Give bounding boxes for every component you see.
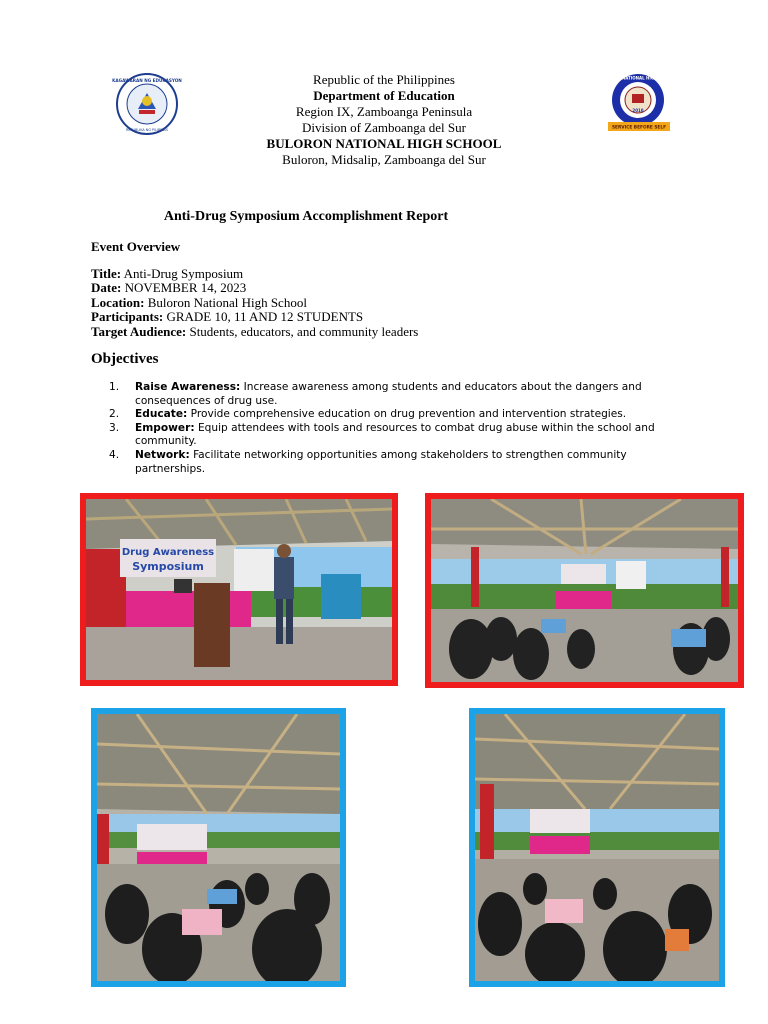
event-details [91,267,418,339]
letterhead [184,72,584,168]
school-address-line: Buloron, Midsalip, Zamboanga del Sur [282,152,486,167]
deped-seal-logo [108,73,186,135]
event-overview-heading: Event Overview [91,239,181,254]
school-seal-logo [598,72,680,136]
objective-item: 4. Network: Facilitate networking opportunities among stakeholders to strengthen community partnerships. [109,448,627,475]
report-title: Anti-Drug Symposium Accomplishment Report [163,209,449,224]
photo-audience-wide [425,493,744,688]
banner-text-1: Drug Awareness [121,547,215,558]
deped-seal-subtext: REPUBLIKA NG PILIPINAS [125,128,169,132]
republic-line: Republic of the Philippines [313,72,455,87]
photo-audience-left [91,708,346,987]
objectives-heading: Objectives [91,351,159,367]
objective-item: 1. Raise Awareness: Increase awareness among students and educators about the dangers and consequences of drug use. [109,381,642,407]
department-line: Department of Education [313,88,455,103]
division-line: Division of Zamboanga del Sur [302,120,466,135]
detail-title: Title: Anti-Drug Symposium [91,266,244,281]
detail-date: Date: NOVEMBER 14, 2023 [91,280,247,296]
school-seal-banner: SERVICE BEFORE SELF [611,125,667,131]
deped-seal-text: KAGAWARAN NG EDUKASYON [112,78,182,83]
banner-text-2: Symposium [132,560,204,573]
school-name-line: BULORON NATIONAL HIGH SCHOOL [266,136,502,151]
detail-target-audience: Target Audience: Students, educators, and community leaders [91,323,419,339]
region-line: Region IX, Zamboanga Peninsula [295,104,473,119]
objectives-list [109,381,669,476]
objective-item: 3. Empower: Equip attendees with tools and resources to combat drug abuse within the school and community. [109,421,655,448]
objective-item: 2. Educate: Provide comprehensive education on drug prevention and intervention strategies. [109,408,627,421]
school-seal-year: 2010 [632,108,644,113]
photo-speaker-podium [80,493,398,686]
photo-audience-right [469,708,725,987]
school-seal-text: BULORON NATIONAL HIGH SCHOOL [598,75,678,81]
detail-participants: Participants: GRADE 10, 11 AND 12 STUDENTS [91,309,364,325]
detail-location: Location: Buloron National High School [91,294,307,310]
